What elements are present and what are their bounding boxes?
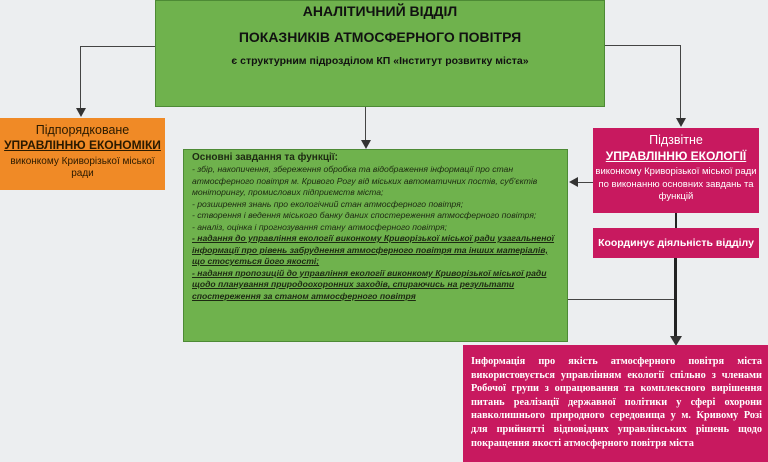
task-item: - збір, накопичення, збереження обробка та відображення інформації про стан атмосферного повітря м. Кривого Рогу від міських автоматичних постів, суб'єктів моніторингу, промислових підприємств міста; bbox=[192, 164, 538, 197]
task-item: - аналіз, оцінка і прогнозування стану атмосферного повітря; bbox=[192, 221, 447, 232]
ecology-line2: УПРАВЛІННЮ ЕКОЛОГІЇ bbox=[605, 149, 747, 163]
connector-coord-to-info bbox=[674, 258, 677, 336]
tasks-functions-box bbox=[183, 149, 568, 342]
task-item: - надання до управління екології виконкому Криворізької міської ради узагальненої інформації про рівень забруднення атмосферного повітря та інших матеріалів, що стосується його якості; bbox=[192, 233, 555, 266]
tasks-heading: Основні завдання та функції: bbox=[192, 152, 338, 163]
coordinates-text: Координує діяльність відділу bbox=[598, 237, 754, 249]
arrow-to-tasks bbox=[361, 140, 371, 149]
economy-line2: УПРАВЛІННЮ ЕКОНОМІКИ bbox=[4, 138, 161, 152]
task-item: - створення і ведення міського банку даних спостереження атмосферного повітря; bbox=[192, 210, 537, 220]
economy-line3: виконкому Криворізької міської ради bbox=[10, 156, 155, 179]
arrow-to-tasks-from-ecology bbox=[569, 177, 578, 187]
connector-main-to-tasks bbox=[365, 107, 366, 140]
main-title-line1: АНАЛІТИЧНИЙ ВІДДІЛ bbox=[302, 3, 458, 19]
task-item: - надання пропозицій до управління екології виконкому Криворізької міської ради щодо планування природоохоронних заходів, спираючись на результати спостереження за станом атмосферного повітря bbox=[192, 267, 547, 301]
main-subtitle: є структурним підрозділом КП «Інститут розвитку міста» bbox=[231, 55, 529, 67]
connector-main-to-economy-h bbox=[80, 46, 155, 47]
arrow-to-ecology bbox=[676, 118, 686, 127]
arrow-to-economy bbox=[76, 108, 86, 117]
main-title-line2: ПОКАЗНИКІВ АТМОСФЕРНОГО ПОВІТРЯ bbox=[238, 29, 522, 45]
economy-line1: Підпорядковане bbox=[35, 123, 130, 137]
connector-main-to-ecology-v bbox=[680, 45, 681, 118]
ecology-department-box bbox=[593, 128, 759, 213]
ecology-line3: виконкому Криворізької міської ради по виконанню основних завдань та функцій bbox=[595, 166, 757, 202]
coordinates-box bbox=[593, 228, 759, 258]
task-item: - розширення знань про екологічний стан атмосферного повітря; bbox=[192, 198, 464, 209]
connector-ecology-to-coord bbox=[675, 213, 677, 228]
connector-tasks-to-info-h bbox=[568, 299, 674, 300]
info-text: Інформація про якість атмосферного повітря міста використовується управлінням екології спільно з членами Робочої групи з опрацювання та комплексного вирішення питань реалізації державної політики у сфері охорони навколишнього природного середовища у м. Кривому Розі для прийнятті відповідних управлінських рішень щодо покращення якості атмосферного повітря міста bbox=[471, 356, 762, 449]
connector-main-to-ecology-h bbox=[605, 45, 680, 46]
economy-department-box bbox=[0, 118, 165, 190]
connector-main-to-economy-v bbox=[80, 46, 81, 108]
analytical-department-box bbox=[155, 0, 605, 107]
ecology-line1: Підзвітне bbox=[649, 133, 703, 147]
air-quality-info-box bbox=[463, 345, 768, 462]
connector-ecology-to-tasks bbox=[578, 182, 593, 183]
